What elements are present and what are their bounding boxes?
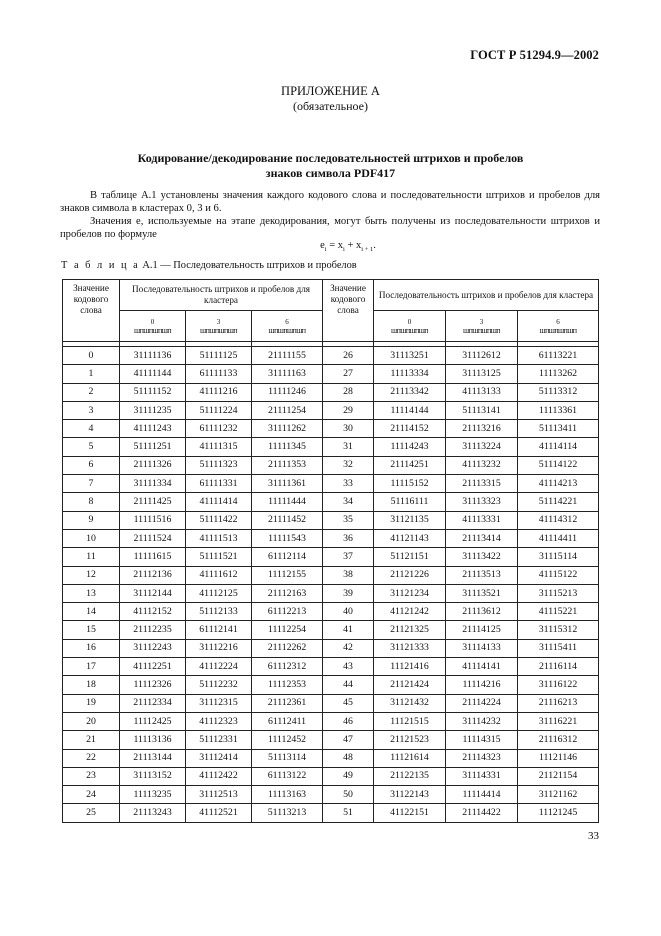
cluster-label: 3	[216, 317, 221, 326]
cluster6-cell: 51114122	[518, 456, 599, 474]
table-row	[63, 475, 599, 493]
formula-eq: = x	[326, 240, 344, 251]
value-cell: 44	[323, 676, 374, 694]
cluster3-cell: 31112216	[186, 639, 252, 657]
cluster6-cell: 11111246	[252, 383, 323, 401]
cluster3-cell: 21113513	[446, 566, 518, 584]
cluster3-cell: 31114133	[446, 639, 518, 657]
value-cell: 34	[323, 493, 374, 511]
cluster0-cell: 11115152	[374, 475, 446, 493]
cluster3-cell: 41111216	[186, 383, 252, 401]
cluster6-cell: 51113411	[518, 420, 599, 438]
cluster3-cell: 21113414	[446, 529, 518, 547]
cluster0-cell: 11111516	[120, 511, 186, 529]
table-row	[63, 712, 599, 730]
cluster6-cell: 31111163	[252, 365, 323, 383]
appendix-subtitle: (обязательное)	[293, 99, 368, 113]
table-row	[63, 420, 599, 438]
cluster6-cell: 41114411	[518, 529, 599, 547]
cluster3-cell: 61111133	[186, 365, 252, 383]
cluster-label: 6	[285, 317, 289, 326]
formula-e: e	[320, 240, 325, 251]
header-cluster-0-right	[374, 311, 446, 342]
header-cluster-3-left	[186, 311, 252, 342]
cluster0-cell: 31111235	[120, 401, 186, 419]
value-cell: 50	[323, 786, 374, 804]
cluster0-cell: 21113342	[374, 383, 446, 401]
value-cell: 11	[63, 548, 120, 566]
value-cell: 6	[63, 456, 120, 474]
cluster6-cell: 21111254	[252, 401, 323, 419]
header-cluster-6-left	[252, 311, 323, 342]
cluster3-cell: 21113315	[446, 475, 518, 493]
cluster3-cell: 31113521	[446, 584, 518, 602]
cluster0-cell: 21112334	[120, 694, 186, 712]
header-cluster-0-left	[120, 311, 186, 342]
table-row	[63, 365, 599, 383]
cluster6-cell: 31116221	[518, 712, 599, 730]
table-row	[63, 658, 599, 676]
value-cell: 30	[323, 420, 374, 438]
cluster0-cell: 21114251	[374, 456, 446, 474]
cluster0-cell: 21121226	[374, 566, 446, 584]
cluster3-cell: 41113331	[446, 511, 518, 529]
table-row	[63, 767, 599, 785]
bar-space-pattern: шпшпшпшп	[463, 325, 500, 335]
cluster0-cell: 21113243	[120, 804, 186, 822]
value-cell: 12	[63, 566, 120, 584]
cluster6-cell: 61113122	[252, 767, 323, 785]
cluster0-cell: 11112326	[120, 676, 186, 694]
table-row	[63, 694, 599, 712]
table-row	[63, 456, 599, 474]
value-cell: 21	[63, 731, 120, 749]
appendix-title: ПРИЛОЖЕНИЕ А	[281, 84, 380, 98]
cluster6-cell: 11111345	[252, 438, 323, 456]
bar-space-pattern: шпшпшпшп	[539, 325, 577, 335]
cluster-label: 0	[150, 317, 155, 326]
cluster0-cell: 41111144	[120, 365, 186, 383]
section-title-line2: знаков символа PDF417	[265, 166, 396, 180]
cluster3-cell: 51111422	[186, 511, 252, 529]
value-cell: 0	[63, 347, 120, 365]
value-cell: 2	[63, 383, 120, 401]
cluster3-cell: 61112141	[186, 621, 252, 639]
cluster6-cell: 41114213	[518, 475, 599, 493]
cluster0-cell: 11113334	[374, 365, 446, 383]
cluster3-cell: 41113133	[446, 383, 518, 401]
value-cell: 18	[63, 676, 120, 694]
cluster6-cell: 41114312	[518, 511, 599, 529]
cluster6-cell: 41115122	[518, 566, 599, 584]
value-cell: 33	[323, 475, 374, 493]
cluster3-cell: 41112422	[186, 767, 252, 785]
cluster3-cell: 21114125	[446, 621, 518, 639]
cluster6-cell: 31121162	[518, 786, 599, 804]
cluster6-cell: 61113221	[518, 347, 599, 365]
cluster6-cell: 51114221	[518, 493, 599, 511]
cluster3-cell: 11114414	[446, 786, 518, 804]
table-row	[63, 804, 599, 822]
cluster3-cell: 51111521	[186, 548, 252, 566]
cluster3-cell: 51112133	[186, 603, 252, 621]
cluster6-cell: 21112361	[252, 694, 323, 712]
cluster6-cell: 21116213	[518, 694, 599, 712]
cluster6-cell: 31115114	[518, 548, 599, 566]
cluster0-cell: 11121416	[374, 658, 446, 676]
cluster0-cell: 11114144	[374, 401, 446, 419]
cluster0-cell: 21111524	[120, 529, 186, 547]
cluster0-cell: 51111251	[120, 438, 186, 456]
table-row	[63, 639, 599, 657]
value-cell: 17	[63, 658, 120, 676]
cluster3-cell: 61111232	[186, 420, 252, 438]
table-row	[63, 749, 599, 767]
table-caption-text: А.1 — Последовательность штрихов и пробелов	[139, 260, 357, 271]
cluster0-cell: 21114152	[374, 420, 446, 438]
cluster6-cell: 31111361	[252, 475, 323, 493]
cluster0-cell: 41121242	[374, 603, 446, 621]
value-cell: 43	[323, 658, 374, 676]
value-cell: 3	[63, 401, 120, 419]
header-sequence-left: Последовательность штрихов и пробелов для кластера	[120, 280, 323, 311]
cluster3-cell: 61111331	[186, 475, 252, 493]
table-row	[63, 584, 599, 602]
formula-sub-i: i	[324, 246, 327, 254]
cluster3-cell: 41112125	[186, 584, 252, 602]
cluster0-cell: 41112152	[120, 603, 186, 621]
value-cell: 27	[323, 365, 374, 383]
value-cell: 23	[63, 767, 120, 785]
value-cell: 38	[323, 566, 374, 584]
table-row	[63, 438, 599, 456]
value-cell: 28	[323, 383, 374, 401]
value-cell: 36	[323, 529, 374, 547]
cluster3-cell: 31112414	[186, 749, 252, 767]
section-title	[0, 151, 661, 181]
value-cell: 25	[63, 804, 120, 822]
cluster0-cell: 21113144	[120, 749, 186, 767]
cluster0-cell: 31121135	[374, 511, 446, 529]
cluster3-cell: 31114331	[446, 767, 518, 785]
value-cell: 51	[323, 804, 374, 822]
cluster3-cell: 11114216	[446, 676, 518, 694]
cluster6-cell: 61112213	[252, 603, 323, 621]
cluster3-cell: 21114323	[446, 749, 518, 767]
value-cell: 45	[323, 694, 374, 712]
cluster0-cell: 51116111	[374, 493, 446, 511]
value-cell: 40	[323, 603, 374, 621]
value-cell: 47	[323, 731, 374, 749]
header-value-right: Значение кодового слова	[323, 280, 374, 342]
header-cluster-6-right	[518, 311, 599, 342]
cluster6-cell: 31116122	[518, 676, 599, 694]
formula-end: .	[373, 240, 376, 251]
cluster6-cell: 21111353	[252, 456, 323, 474]
cluster0-cell: 41122151	[374, 804, 446, 822]
cluster3-cell: 11114315	[446, 731, 518, 749]
value-cell: 16	[63, 639, 120, 657]
cluster-label: 0	[407, 317, 412, 326]
value-cell: 49	[323, 767, 374, 785]
cluster0-cell: 21121325	[374, 621, 446, 639]
table-row	[63, 548, 599, 566]
cluster3-cell: 41112521	[186, 804, 252, 822]
cluster0-cell: 31121333	[374, 639, 446, 657]
value-cell: 1	[63, 365, 120, 383]
cluster3-cell: 21114422	[446, 804, 518, 822]
cluster3-cell: 41112323	[186, 712, 252, 730]
cluster3-cell: 31114232	[446, 712, 518, 730]
cluster3-cell: 21114224	[446, 694, 518, 712]
cluster3-cell: 51113141	[446, 401, 518, 419]
cluster6-cell: 11111543	[252, 529, 323, 547]
header-cluster-3-right	[446, 311, 518, 342]
cluster6-cell: 51113114	[252, 749, 323, 767]
cluster0-cell: 11111615	[120, 548, 186, 566]
value-cell: 39	[323, 584, 374, 602]
cluster6-cell: 11121245	[518, 804, 599, 822]
cluster0-cell: 21121424	[374, 676, 446, 694]
table-row	[63, 493, 599, 511]
cluster6-cell: 21112262	[252, 639, 323, 657]
cluster3-cell: 51111125	[186, 347, 252, 365]
cluster3-cell: 41111414	[186, 493, 252, 511]
codeword-table-body	[63, 342, 599, 823]
cluster3-cell: 31113422	[446, 548, 518, 566]
table-row	[63, 401, 599, 419]
cluster6-cell: 11113163	[252, 786, 323, 804]
cluster6-cell: 11112155	[252, 566, 323, 584]
cluster0-cell: 31112243	[120, 639, 186, 657]
cluster6-cell: 21121154	[518, 767, 599, 785]
cluster6-cell: 21111155	[252, 347, 323, 365]
cluster6-cell: 11113262	[518, 365, 599, 383]
cluster0-cell: 31113251	[374, 347, 446, 365]
cluster0-cell: 21111326	[120, 456, 186, 474]
cluster0-cell: 21122135	[374, 767, 446, 785]
bar-space-pattern: шпшпшпшп	[134, 325, 171, 335]
value-cell: 13	[63, 584, 120, 602]
page-number: 33	[588, 830, 599, 842]
cluster3-cell: 41111315	[186, 438, 252, 456]
value-cell: 37	[323, 548, 374, 566]
cluster6-cell: 61112114	[252, 548, 323, 566]
cluster0-cell: 11113136	[120, 731, 186, 749]
cluster3-cell: 31112612	[446, 347, 518, 365]
cluster6-cell: 41114114	[518, 438, 599, 456]
cluster6-cell: 41115221	[518, 603, 599, 621]
cluster6-cell: 51113312	[518, 383, 599, 401]
cluster0-cell: 21112136	[120, 566, 186, 584]
cluster3-cell: 51111323	[186, 456, 252, 474]
cluster0-cell: 21111425	[120, 493, 186, 511]
header-sequence-right: Последовательность штрихов и пробелов для кластера	[374, 280, 599, 311]
cluster6-cell: 11112353	[252, 676, 323, 694]
cluster6-cell: 21112163	[252, 584, 323, 602]
value-cell: 5	[63, 438, 120, 456]
cluster0-cell: 31112144	[120, 584, 186, 602]
table-row	[63, 383, 599, 401]
table-row	[63, 621, 599, 639]
cluster6-cell: 11112254	[252, 621, 323, 639]
cluster0-cell: 51121151	[374, 548, 446, 566]
formula-sub-next: i + 1	[361, 246, 374, 254]
cluster6-cell: 11113361	[518, 401, 599, 419]
value-cell: 9	[63, 511, 120, 529]
cluster3-cell: 41111612	[186, 566, 252, 584]
value-cell: 7	[63, 475, 120, 493]
cluster6-cell: 31115411	[518, 639, 599, 657]
table-row	[63, 347, 599, 365]
table-row	[63, 566, 599, 584]
cluster6-cell: 21116114	[518, 658, 599, 676]
value-cell: 32	[323, 456, 374, 474]
cluster6-cell: 31115213	[518, 584, 599, 602]
value-cell: 20	[63, 712, 120, 730]
table-caption	[61, 260, 357, 271]
cluster3-cell: 41114141	[446, 658, 518, 676]
cluster6-cell: 31115312	[518, 621, 599, 639]
cluster6-cell: 11112452	[252, 731, 323, 749]
cluster0-cell: 31111334	[120, 475, 186, 493]
value-cell: 46	[323, 712, 374, 730]
cluster0-cell: 31121432	[374, 694, 446, 712]
cluster6-cell: 11121146	[518, 749, 599, 767]
cluster6-cell: 61112411	[252, 712, 323, 730]
value-cell: 26	[323, 347, 374, 365]
cluster6-cell: 61112312	[252, 658, 323, 676]
cluster-label: 6	[556, 317, 560, 326]
cluster0-cell: 41111243	[120, 420, 186, 438]
value-cell: 41	[323, 621, 374, 639]
formula	[0, 240, 661, 253]
value-cell: 24	[63, 786, 120, 804]
cluster0-cell: 11112425	[120, 712, 186, 730]
formula-sub-i2: i	[343, 246, 345, 254]
cluster0-cell: 31113152	[120, 767, 186, 785]
cluster0-cell: 31121234	[374, 584, 446, 602]
document-header: ГОСТ Р 51294.9—2002	[470, 48, 599, 62]
cluster3-cell: 51112331	[186, 731, 252, 749]
value-cell: 48	[323, 749, 374, 767]
paragraph-intro: В таблице А.1 установлены значения каждого кодового слова и последовательности штрихов и пробелов для знаков символа в кластерах 0, 3 и 6.	[60, 190, 600, 214]
cluster3-cell: 31113224	[446, 438, 518, 456]
table-row	[63, 731, 599, 749]
value-cell: 10	[63, 529, 120, 547]
header-value-left: Значение кодового слова	[63, 280, 120, 342]
bar-space-pattern: шпшпшпшп	[391, 325, 428, 335]
cluster0-cell: 51111152	[120, 383, 186, 401]
paragraph-formula-intro: Значения e, используемые на этапе декодирования, могут быть получены из последовательности штрихов и пробелов по формуле	[60, 216, 600, 240]
table-caption-label: Т а б л и ц а	[61, 260, 140, 271]
cluster3-cell: 51111224	[186, 401, 252, 419]
value-cell: 8	[63, 493, 120, 511]
cluster3-cell: 41112224	[186, 658, 252, 676]
value-cell: 4	[63, 420, 120, 438]
cluster3-cell: 31112315	[186, 694, 252, 712]
value-cell: 14	[63, 603, 120, 621]
cluster0-cell: 11113235	[120, 786, 186, 804]
cluster3-cell: 31112513	[186, 786, 252, 804]
cluster0-cell: 31111136	[120, 347, 186, 365]
cluster-label: 3	[479, 317, 484, 326]
cluster0-cell: 11121614	[374, 749, 446, 767]
cluster6-cell: 21111452	[252, 511, 323, 529]
cluster6-cell: 21116312	[518, 731, 599, 749]
cluster3-cell: 41111513	[186, 529, 252, 547]
cluster3-cell: 31113125	[446, 365, 518, 383]
cluster3-cell: 31113323	[446, 493, 518, 511]
cluster6-cell: 31111262	[252, 420, 323, 438]
section-title-line1: Кодирование/декодирование последовательностей штрихов и пробелов	[137, 151, 524, 165]
cluster0-cell: 31122143	[374, 786, 446, 804]
cluster0-cell: 41112251	[120, 658, 186, 676]
cluster6-cell: 11111444	[252, 493, 323, 511]
table-row	[63, 603, 599, 621]
cluster0-cell: 11121515	[374, 712, 446, 730]
cluster3-cell: 41113232	[446, 456, 518, 474]
value-cell: 29	[323, 401, 374, 419]
value-cell: 42	[323, 639, 374, 657]
cluster3-cell: 51112232	[186, 676, 252, 694]
table-row	[63, 786, 599, 804]
cluster0-cell: 21121523	[374, 731, 446, 749]
cluster0-cell: 41121143	[374, 529, 446, 547]
value-cell: 15	[63, 621, 120, 639]
table-row	[63, 529, 599, 547]
formula-plus: + x	[344, 240, 362, 251]
bar-space-pattern: шпшпшпшп	[200, 325, 237, 335]
cluster3-cell: 21113216	[446, 420, 518, 438]
bar-space-pattern: шпшпшпшп	[268, 325, 306, 335]
cluster3-cell: 21113612	[446, 603, 518, 621]
cluster0-cell: 21112235	[120, 621, 186, 639]
table-row	[63, 676, 599, 694]
value-cell: 22	[63, 749, 120, 767]
codeword-table	[62, 279, 599, 823]
value-cell: 31	[323, 438, 374, 456]
value-cell: 19	[63, 694, 120, 712]
cluster0-cell: 11114243	[374, 438, 446, 456]
cluster6-cell: 51113213	[252, 804, 323, 822]
value-cell: 35	[323, 511, 374, 529]
table-row	[63, 511, 599, 529]
